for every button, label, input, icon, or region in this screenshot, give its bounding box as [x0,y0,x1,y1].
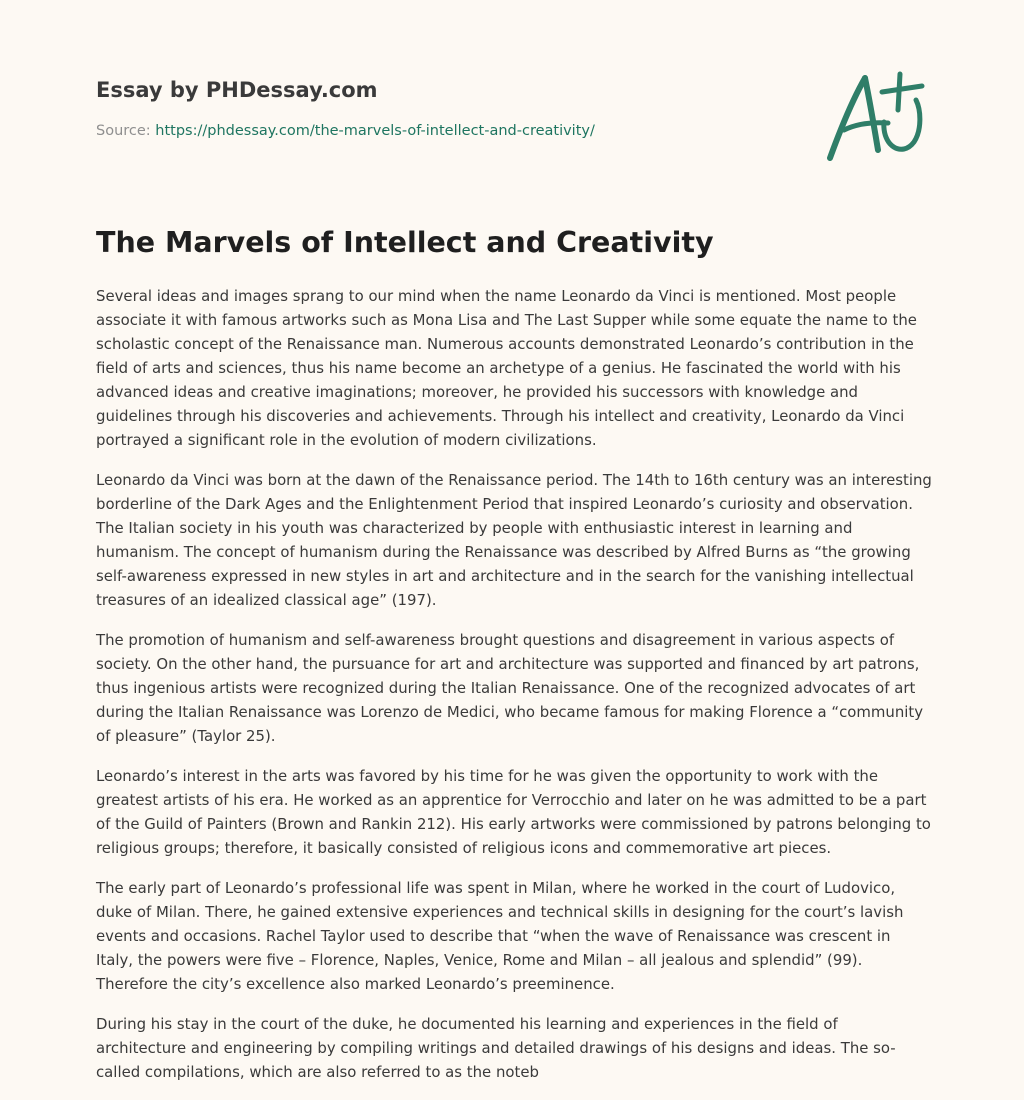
page-header [96,76,936,139]
source-label: Source: [96,123,156,139]
article-paragraph: The early part of Leonardo’s professional life was spent in Milan, where he worked in the court of Ludovico, duke of Milan. There, he gained extensive experiences and technical skills in designing for the court’s lavish events and occasions. Rachel Taylor used to describe that “when the wave of Renaissance was crescent in Italy, the powers were five – Florence, Naples, Venice, Rome and Milan – all jealous and splendid” (99). Therefore the city’s excellence also marked Leonardo’s preeminence. [96,879,904,993]
article-paragraph: Leonardo’s interest in the arts was favored by his time for he was given the opportunity to work with the greatest artists of his era. He worked as an apprentice for Verrocchio and later on he was admitted to be a part of the Guild of Painters (Brown and Rankin 212). His early artworks were commissioned by patrons belonging to religious groups; therefore, it basically consisted of religious icons and commemorative art pieces. [96,767,931,857]
article-paragraph: Several ideas and images sprang to our mind when the name Leonardo da Vinci is mentioned. Most people associate it with famous artworks such as Mona Lisa and The Last Supper while some equate the name to the scholastic concept of the Renaissance man. Numerous accounts demonstrated Leonardo’s contribution in the field of arts and sciences, thus his name become an archetype of a genius. He fascinated the world with his advanced ideas and creative imaginations; moreover, he provided his successors with knowledge and guidelines through his discoveries and achievements. Through his intellect and creativity, Leonardo da Vinci portrayed a significant role in the evolution of modern civilizations. [96,287,917,449]
site-brand: Essay by PHDessay.com [96,78,378,102]
article-paragraph: Leonardo da Vinci was born at the dawn of the Renaissance period. The 14th to 16th century was an interesting borderline of the Dark Ages and the Enlightenment Period that inspired Leonardo’s curiosity and observation. The Italian society in his youth was characterized by people with enthusiastic interest in learning and humanism. The concept of humanism during the Renaissance was described by Alfred Burns as “the growing self-awareness expressed in new styles in art and architecture and in the search for the vanishing intellectual treasures of an idealized classical age” (197). [96,471,932,609]
a-plus-logo-icon [818,66,930,170]
source-line [96,123,595,139]
article-body [96,284,932,1100]
article-title: The Marvels of Intellect and Creativity [96,226,714,259]
article-paragraph: The promotion of humanism and self-awareness brought questions and disagreement in various aspects of society. On the other hand, the pursuance for art and architecture was supported and financed by art patrons, thus ingenious artists were recognized during the Italian Renaissance. One of the recognized advocates of art during the Italian Renaissance was Lorenzo de Medici, who became famous for making Florence a “community of pleasure” (Taylor 25). [96,631,924,745]
source-link[interactable]: https://phdessay.com/the-marvels-of-intellect-and-creativity/ [155,123,595,139]
article-paragraph: During his stay in the court of the duke, he documented his learning and experiences in the field of architecture and engineering by compiling writings and detailed drawings of his designs and ideas. The so-called compilations, which are also referred to as the noteb [96,1015,896,1081]
